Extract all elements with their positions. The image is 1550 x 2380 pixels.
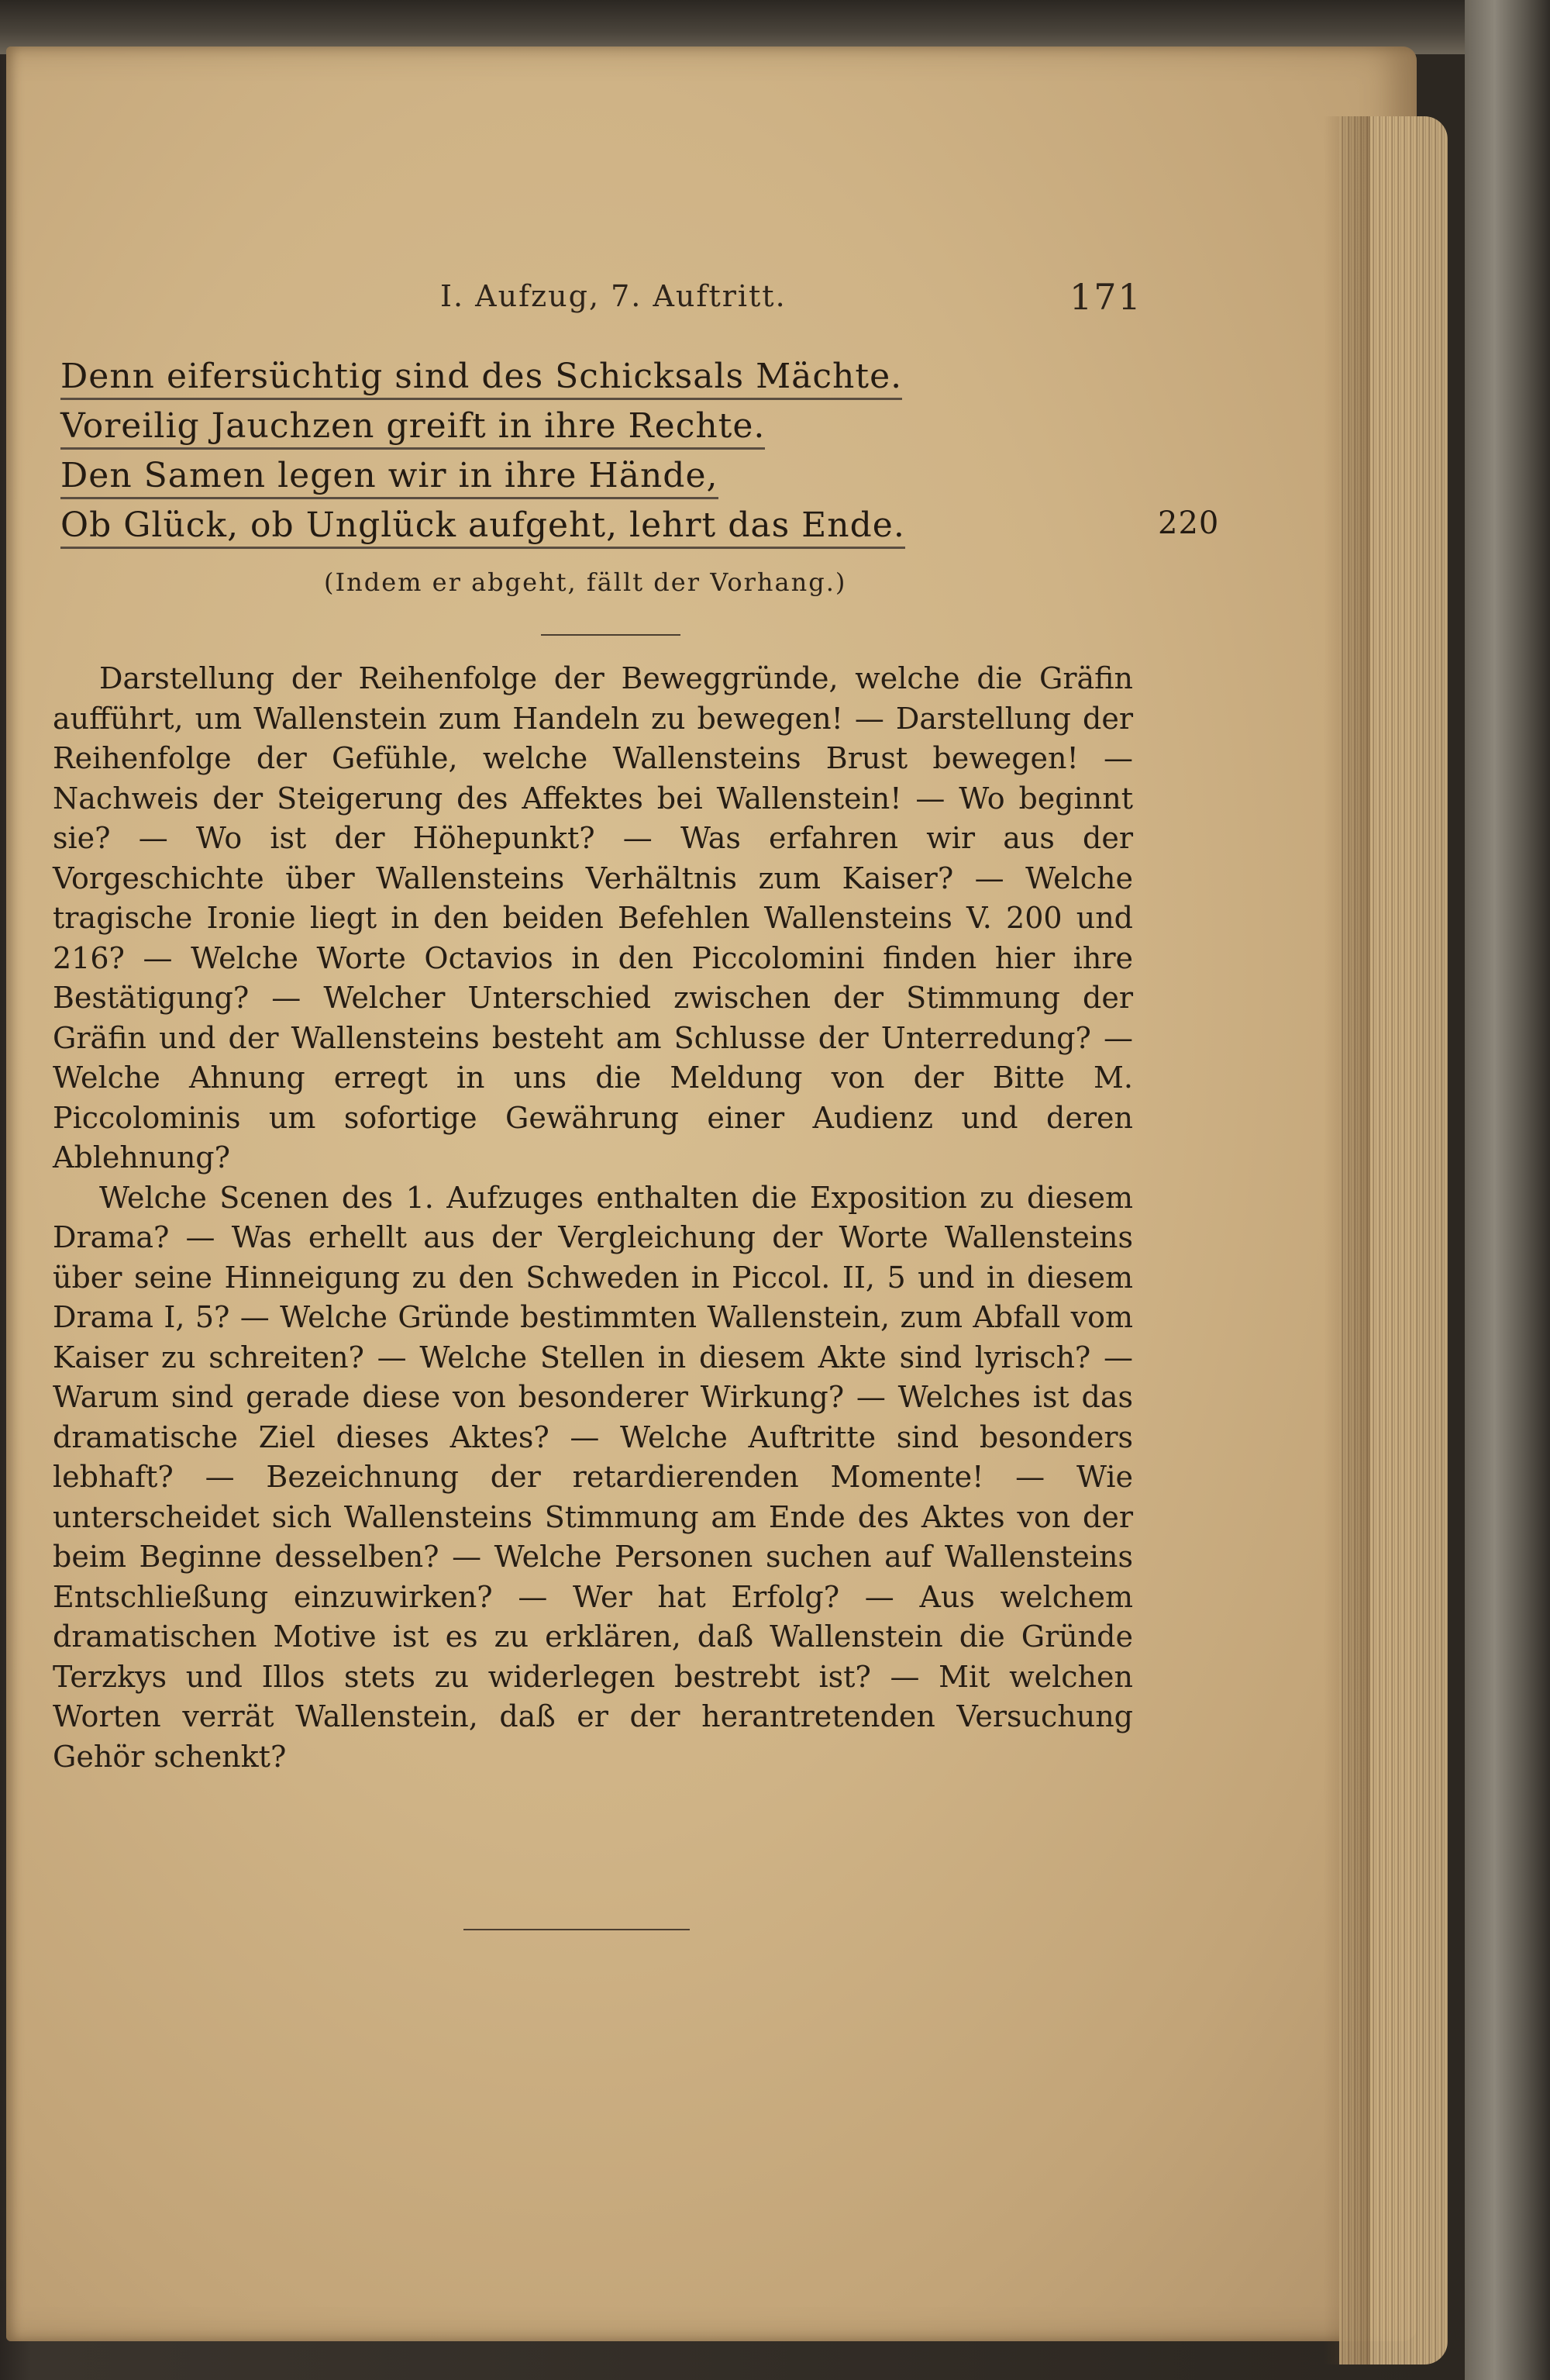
- page-edges-shadow: [1324, 116, 1370, 2364]
- verse-line-text: Den Samen legen wir in ihre Hände,: [60, 456, 718, 499]
- verse-line-text: Denn eifersüchtig sind des Schicksals Mächte.: [60, 357, 902, 400]
- section-divider: [541, 634, 680, 636]
- verse-line-text: Ob Glück, ob Unglück aufgeht, lehrt das Ende.: [60, 505, 905, 549]
- question-paragraph: Welche Scenen des 1. Aufzuges enthalten die Exposition zu diesem Drama? — Was erhellt aus der Vergleichung der Worte Wallensteins über seine Hinneigung zu den Schweden in Piccol. II, 5 und in diesem Drama I, 5? — Welche Gründe bestimmten Wallenstein, zum Abfall vom Kaiser zu schreiten? — Welche Stellen in diesem Akte sind lyrisch? — Warum sind gerade diese von besonderer Wirkung? — Welches ist das dramatische Ziel dieses Aktes? — Welche Auftritte sind besonders lebhaft? — Bezeichnung der retardierenden Momente! — Wie unterscheidet sich Wallensteins Stimmung am Ende des Aktes von der beim Beginne desselben? — Welche Personen suchen auf Wallensteins Entschließung einzuwirken? — Wer hat Erfolg? — Aus welchem dramatischen Motive ist es zu erklären, daß Wallenstein die Gründe Terzkys und Illos stets zu widerlegen bestrebt ist? — Mit welchen Worten verrät Wallenstein, daß er der herantretenden Versuchung Gehör schenkt?: [53, 1180, 1133, 1774]
- book-cover-right: [1465, 0, 1550, 2380]
- book-page: [6, 47, 1417, 2341]
- end-divider: [463, 1929, 690, 1930]
- verse-line: [60, 406, 1223, 456]
- verse-block: [60, 357, 1223, 555]
- verse-line: [60, 456, 1223, 505]
- verse-line-text: Voreilig Jauchzen greift in ihre Rechte.: [60, 406, 765, 450]
- study-questions: [53, 659, 1133, 1777]
- verse-line-number: 220: [1158, 505, 1220, 541]
- question-paragraph: Darstellung der Reihenfolge der Beweggründe, welche die Gräfin aufführt, um Wallenstein zum Handeln zu bewegen! — Darstellung der Reihenfolge der Gefühle, welche Wallensteins Brust bewegen! — Nachweis der Steigerung des Affektes bei Wallenstein! — Wo beginnt sie? — Wo ist der Höhepunkt? — Was erfahren wir aus der Vorgeschichte über Wallensteins Verhältnis zum Kaiser? — Welche tragische Ironie liegt in den beiden Befehlen Wallensteins V. 200 und 216? — Welche Worte Octavios in den Piccolomini finden hier ihre Bestätigung? — Welcher Unterschied zwischen der Stimmung der Gräfin und der Wallensteins besteht am Schlusse der Unterredung? — Welche Ahnung erregt in uns die Meldung von der Bitte M. Piccolominis um sofortige Gewährung einer Audienz und deren Ablehnung?: [53, 661, 1133, 1174]
- page-number: 171: [1070, 276, 1142, 318]
- verse-line: [60, 357, 1223, 406]
- verse-line: [60, 505, 1223, 555]
- running-head: I. Aufzug, 7. Auftritt.: [440, 279, 787, 313]
- stage-direction: (Indem er abgeht, fällt der Vorhang.): [324, 567, 847, 597]
